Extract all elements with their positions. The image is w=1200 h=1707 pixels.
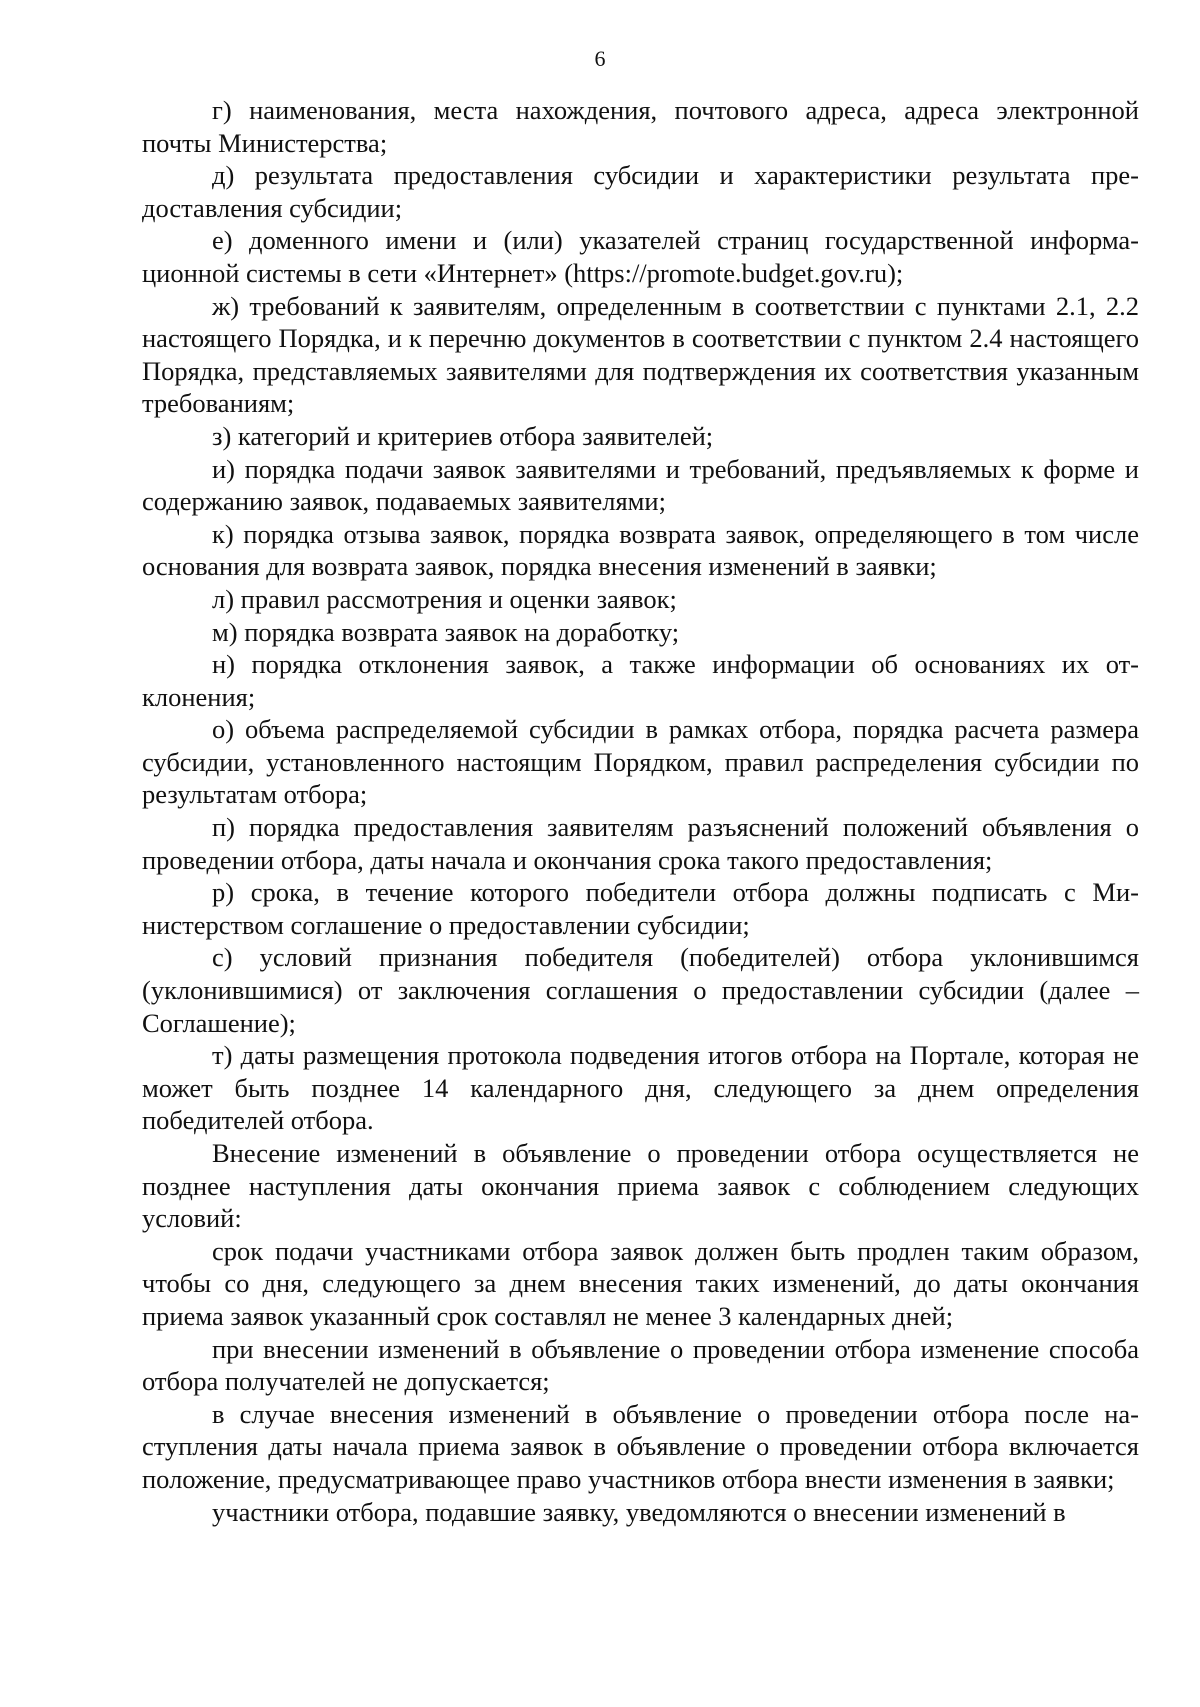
paragraph-z: з) категорий и критериев отбора заявителей; bbox=[212, 420, 714, 451]
paragraph-method-change: при внесении изменений в объявление о проведении отбора изменение способа отбора получателей не допускается; bbox=[142, 1333, 1139, 1397]
paragraph-amendment-intro: Внесение изменений в объявление о проведении отбора осуществляется не позднее наступления даты окончания приема заявок с соблюдением следующих условий: bbox=[142, 1138, 1139, 1234]
paragraph-i: и) порядка подачи заявок заявителями и требований, предъявляемых к форме и содержанию заявок, подаваемых заявителями; bbox=[142, 453, 1139, 517]
paragraph-l: л) правил рассмотрения и оценки заявок; bbox=[212, 583, 677, 614]
paragraph-p: п) порядка предоставления заявителям разъяснений положений объявления о проведении отбора, даты начала и окончания срока такого предоставления; bbox=[142, 812, 1139, 875]
paragraph-s: с) условий признания победителя (победителей) отбора уклонившимся (уклонившимися) от заключения соглашения о предоставлении субсидии (далее – Соглашение); bbox=[142, 942, 1139, 1038]
paragraph-zh: ж) требований к заявителям, определенным в соответствии с пунктами 2.1, 2.2 настоящего Порядка, и к перечню документов в соответствии с пунктом 2.4 настоящего Порядка, представляемых заявителями для подтверждения их соответствия указанным требованиям; bbox=[142, 290, 1139, 419]
paragraph-o: о) объема распределяемой субсидии в рамках отбора, порядка расчета размера субсидии, установленного настоящим Порядком, правил распределения субсидии по результатам отбора; bbox=[142, 714, 1139, 810]
paragraph-e: е) доменного имени и (или) указателей страниц государственной информационной системы в сети «Интернет» (https://promote.budget.gov.ru); bbox=[142, 225, 1139, 288]
document-body bbox=[142, 94, 1139, 1528]
paragraph-d: д) результата предоставления субсидии и характеристики результата предоставления субсидии; bbox=[142, 160, 1139, 223]
paragraph-application-changes: в случае внесения изменений в объявление о проведении отбора после наступления даты начала приема заявок в объявление о проведении отбора включается положение, предусматривающее право участников отбора внести изменения в заявки; bbox=[142, 1398, 1139, 1494]
page-number: 6 bbox=[594, 46, 606, 71]
paragraph-deadline-extension: срок подачи участниками отбора заявок должен быть продлен таким образом, чтобы со дня, следующего за днем внесения таких изменений, до даты окончания приема заявок указанный срок составлял не менее 3 календарных дней; bbox=[142, 1235, 1139, 1331]
paragraph-g: г) наименования, места нахождения, почтового адреса, адреса электронной почты Министерства; bbox=[142, 95, 1139, 158]
paragraph-r: р) срока, в течение которого победители отбора должны подписать с Министерством соглашение о предоставлении субсидии; bbox=[142, 877, 1139, 940]
paragraph-k: к) порядка отзыва заявок, порядка возврата заявок, определяющего в том числе основания для возврата заявок, порядка внесения изменений в заявки; bbox=[142, 518, 1139, 582]
paragraph-n: н) порядка отклонения заявок, а также информации об основаниях их отклонения; bbox=[142, 649, 1139, 712]
paragraph-m: м) порядка возврата заявок на доработку; bbox=[212, 616, 680, 647]
paragraph-t: т) даты размещения протокола подведения итогов отбора на Портале, которая не может быть позднее 14 календарного дня, следующего за днем определения победителей отбора. bbox=[142, 1040, 1139, 1136]
paragraph-notification: участники отбора, подавшие заявку, уведомляются о внесении изменений в bbox=[212, 1496, 1066, 1527]
